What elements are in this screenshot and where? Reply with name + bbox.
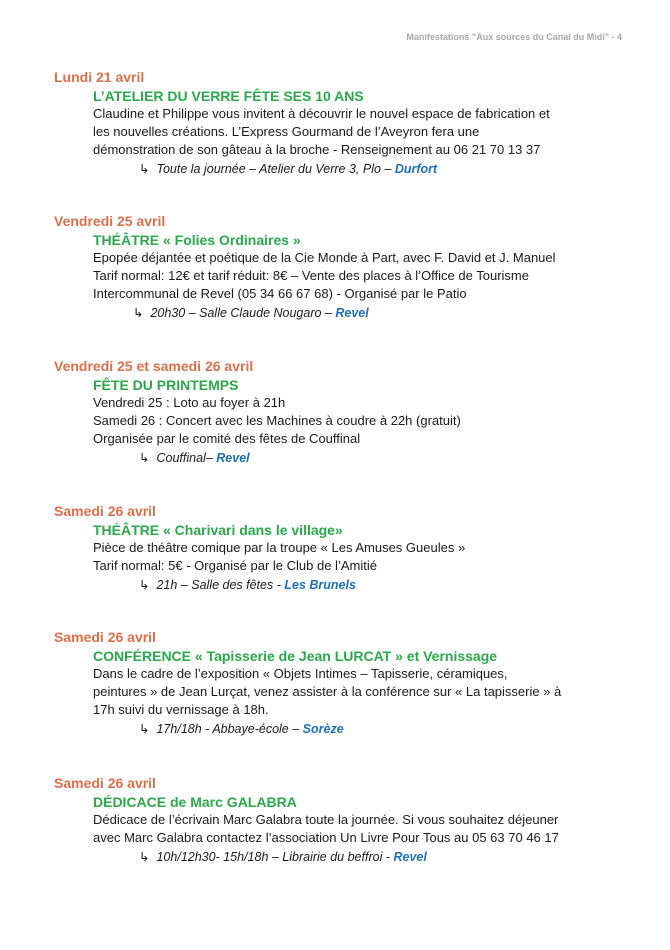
- event-body: [93, 521, 634, 595]
- event-title: CONFÉRENCE « Tapisserie de Jean LURCAT » et Vernissage: [93, 648, 498, 664]
- event-body: [93, 376, 634, 468]
- event-description-line: Organisée par le comité des fêtes de Couffinal: [93, 431, 361, 446]
- event-description-line: avec Marc Galabra contactez l’association Un Livre Pour Tous au 05 63 70 46 17: [93, 830, 559, 845]
- event-town: Revel: [393, 850, 427, 864]
- event-location-text: 10h/12h30- 15h/18h – Librairie du beffroi -: [156, 850, 390, 864]
- event-entry: [54, 212, 634, 323]
- event-description-line: 17h suivi du vernissage à 18h.: [93, 702, 269, 717]
- event-location: [139, 160, 634, 179]
- event-date: Samedi 26 avril: [54, 503, 156, 519]
- event-location-text: 17h/18h - Abbaye-école –: [156, 722, 300, 736]
- event-location: [139, 848, 634, 867]
- event-description-line: Tarif normal: 12€ et tarif réduit: 8€ – Vente des places à l’Office de Tourisme: [93, 268, 529, 283]
- event-location-text: 20h30 – Salle Claude Nougaro –: [150, 306, 332, 320]
- event-location: [139, 449, 634, 468]
- event-title: THÉÂTRE « Folies Ordinaires »: [93, 232, 301, 248]
- event-description-line: Samedi 26 : Concert avec les Machines à coudre à 22h (gratuit): [93, 413, 461, 428]
- arrow-icon: ↳: [139, 162, 150, 176]
- event-location-text: Couffinal–: [156, 451, 213, 465]
- page-header: Manifestations "Aux sources du Canal du Midi" - 4: [406, 32, 622, 42]
- arrow-icon: ↳: [139, 722, 150, 736]
- arrow-icon: ↳: [139, 451, 150, 465]
- event-title: L’ATELIER DU VERRE FÊTE SES 10 ANS: [93, 88, 364, 104]
- event-date: Samedi 26 avril: [54, 775, 156, 791]
- event-description-line: Intercommunal de Revel (05 34 66 67 68) - Organisé par le Patio: [93, 286, 467, 301]
- event-date: Vendredi 25 et samedi 26 avril: [54, 358, 254, 374]
- event-location-text: Toute la journée – Atelier du Verre 3, Plo –: [156, 162, 392, 176]
- event-description-line: Dans le cadre de l’exposition « Objets Intimes – Tapisserie, céramiques,: [93, 666, 508, 681]
- event-body: [93, 87, 634, 179]
- event-entry: [54, 68, 634, 179]
- event-location-text: 21h – Salle des fêtes -: [156, 578, 281, 592]
- event-entry: [54, 502, 634, 595]
- event-location: [139, 576, 634, 595]
- event-town: Revel: [335, 306, 369, 320]
- event-description-line: Claudine et Philippe vous invitent à découvrir le nouvel espace de fabrication et: [93, 106, 550, 121]
- event-description-line: peintures » de Jean Lurçat, venez assister à la conférence sur « La tapisserie » à: [93, 684, 562, 699]
- event-description-line: les nouvelles créations. L’Express Gourmand de l’Aveyron fera une: [93, 124, 480, 139]
- event-description-line: Pièce de théâtre comique par la troupe « Les Amuses Gueules »: [93, 540, 466, 555]
- event-description-line: Vendredi 25 : Loto au foyer à 21h: [93, 395, 286, 410]
- event-entry: [54, 774, 634, 867]
- event-town: Les Brunels: [284, 578, 356, 592]
- event-description-line: Tarif normal: 5€ - Organisé par le Club de l’Amitié: [93, 558, 377, 573]
- event-town: Sorèze: [302, 722, 344, 736]
- arrow-icon: ↳: [139, 850, 150, 864]
- event-title: DÉDICACE de Marc GALABRA: [93, 794, 297, 810]
- event-description-line: démonstration de son gâteau à la broche - Renseignement au 06 21 70 13 37: [93, 142, 541, 157]
- event-location: [139, 720, 634, 739]
- event-body: [93, 647, 634, 739]
- event-entry: [54, 628, 634, 739]
- event-date: Lundi 21 avril: [54, 69, 145, 85]
- event-entry: [54, 357, 634, 468]
- event-location: [133, 304, 634, 323]
- event-town: Revel: [216, 451, 250, 465]
- event-town: Durfort: [394, 162, 438, 176]
- event-body: [93, 231, 634, 323]
- arrow-icon: ↳: [139, 578, 150, 592]
- event-body: [93, 793, 634, 867]
- arrow-icon: ↳: [133, 306, 144, 320]
- event-description-line: Dédicace de l’écrivain Marc Galabra toute la journée. Si vous souhaitez déjeuner: [93, 812, 559, 827]
- event-title: THÉÂTRE « Charivari dans le village»: [93, 522, 343, 538]
- event-date: Vendredi 25 avril: [54, 213, 166, 229]
- event-title: FÊTE DU PRINTEMPS: [93, 377, 239, 393]
- event-description-line: Epopée déjantée et poétique de la Cie Monde à Part, avec F. David et J. Manuel: [93, 250, 556, 265]
- event-date: Samedi 26 avril: [54, 629, 156, 645]
